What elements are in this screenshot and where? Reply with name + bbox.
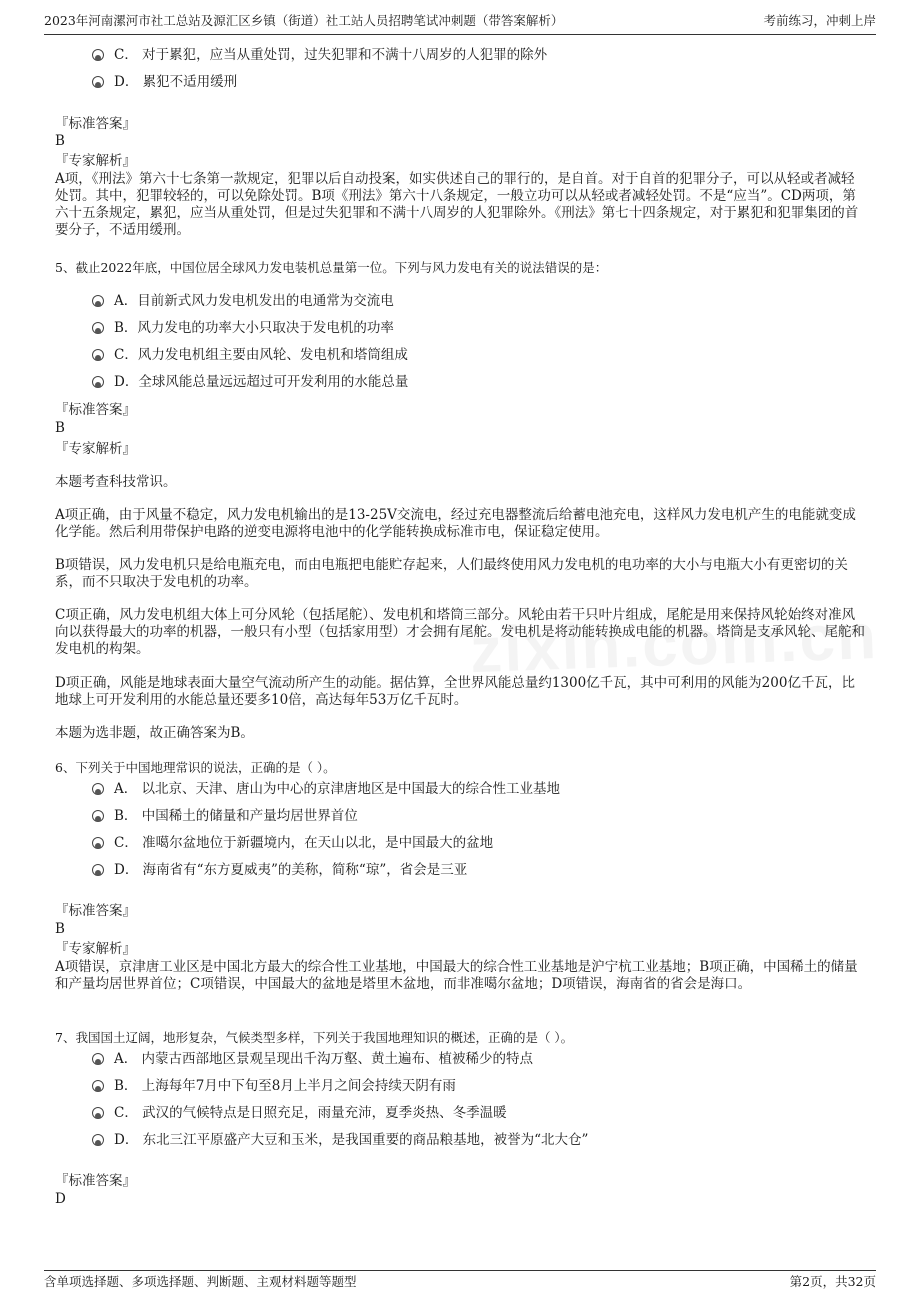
answer-value: B [55, 420, 65, 436]
option-text: D． 累犯不适用缓刑 [114, 74, 238, 90]
radio-icon[interactable] [92, 76, 104, 88]
q6-option-b[interactable] [92, 807, 358, 825]
q5-option-b[interactable] [92, 319, 394, 337]
option-text: D． 东北三江平原盛产大豆和玉米，是我国重要的商品粮基地，被誉为“北大仓” [114, 1132, 589, 1148]
q5-option-c[interactable] [92, 346, 408, 364]
option-text: D． 海南省有“东方夏威夷”的美称，简称“琼”，省会是三亚 [114, 862, 468, 878]
question-types-note: 含单项选择题、多项选择题、判断题、主观材料题等题型 [44, 1274, 357, 1289]
radio-icon[interactable] [92, 1080, 104, 1092]
analysis-paragraph: A项正确，由于风量不稳定，风力发电机输出的是13-25V交流电，经过充电器整流后给蓄电池充电，这样风力发电机产生的电能就变成化学能。然后利用带保护电路的逆变电源将电池中的化学能转换成标准市电，保证稳定使用。 [55, 507, 856, 540]
radio-icon[interactable] [92, 864, 104, 876]
analysis-paragraph: C项正确，风力发电机组大体上可分风轮（包括尾舵）、发电机和塔筒三部分。风轮由若干只叶片组成，尾舵是用来保持风轮始终对准风向以获得最大的功率的机器，一般只有小型（包括家用型）才会拥有尾舵。发电机是将动能转换成电能的机器。塔筒是支承风轮、尾舵和发电机的构架。 [55, 607, 865, 657]
option-text: B． 上海每年7月中下旬至8月上半月之间会持续天阴有雨 [114, 1078, 456, 1094]
radio-icon[interactable] [92, 49, 104, 61]
document-title: 2023年河南漯河市社工总站及源汇区乡镇（街道）社工站人员招聘笔试冲刺题（带答案解析） [44, 13, 564, 28]
q6-question: 6、下列关于中国地理常识的说法，正确的是（ ）。 [55, 760, 336, 775]
radio-icon[interactable] [92, 349, 104, 361]
option-text: B．风力发电的功率大小只取决于发电机的功率 [114, 320, 394, 336]
option-text: A．目前新式风力发电机发出的电通常为交流电 [114, 293, 394, 309]
radio-icon[interactable] [92, 1134, 104, 1146]
answer-value: D [55, 1191, 66, 1207]
q7-option-a[interactable] [92, 1050, 533, 1068]
radio-icon[interactable] [92, 810, 104, 822]
q7-option-d[interactable] [92, 1131, 588, 1149]
radio-icon[interactable] [92, 1053, 104, 1065]
option-text: C． 武汉的气候特点是日照充足，雨量充沛，夏季炎热、冬季温暖 [114, 1105, 507, 1121]
q4-option-d[interactable] [92, 73, 237, 91]
analysis-label: 『专家解析』 [55, 941, 136, 957]
option-text: A． 内蒙古西部地区景观呈现出千沟万壑、黄土遍布、植被稀少的特点 [114, 1051, 534, 1067]
analysis-label: 『专家解析』 [55, 153, 136, 169]
answer-label: 『标准答案』 [55, 402, 136, 418]
option-text: B． 中国稀土的储量和产量均居世界首位 [114, 808, 358, 824]
answer-value: B [55, 133, 65, 149]
analysis-label: 『专家解析』 [55, 441, 136, 457]
radio-icon[interactable] [92, 295, 104, 307]
radio-icon[interactable] [92, 783, 104, 795]
header-slogan: 考前练习，冲刺上岸 [763, 13, 876, 28]
radio-icon[interactable] [92, 322, 104, 334]
q7-option-b[interactable] [92, 1077, 456, 1095]
q4-option-c[interactable] [92, 46, 547, 64]
q6-option-a[interactable] [92, 780, 560, 798]
q5-option-a[interactable] [92, 292, 394, 310]
q5-option-d[interactable] [92, 373, 408, 391]
q6-option-d[interactable] [92, 861, 467, 879]
analysis-paragraph: 本题考查科技常识。 [55, 474, 177, 490]
option-text: C．风力发电机组主要由风轮、发电机和塔筒组成 [114, 347, 408, 363]
radio-icon[interactable] [92, 837, 104, 849]
option-text: C． 对于累犯，应当从重处罚，过失犯罪和不满十八周岁的人犯罪的除外 [114, 47, 548, 63]
page-number: 第2页，共32页 [789, 1274, 876, 1289]
answer-label: 『标准答案』 [55, 1173, 136, 1189]
q7-option-c[interactable] [92, 1104, 507, 1122]
radio-icon[interactable] [92, 1107, 104, 1119]
analysis-paragraph: D项正确，风能是地球表面大量空气流动所产生的动能。据估算，全世界风能总量约1300亿千瓦，其中可利用的风能为200亿千瓦，比地球上可开发利用的水能总量还要多10倍，高达每年53万亿千瓦时。 [55, 675, 855, 708]
analysis-paragraph: B项错误，风力发电机只是给电瓶充电，而由电瓶把电能贮存起来，人们最终使用风力发电机的电功率的大小与电瓶大小有更密切的关系，而不只取决于发电机的功率。 [55, 557, 848, 590]
radio-icon[interactable] [92, 376, 104, 388]
answer-label: 『标准答案』 [55, 903, 136, 919]
option-text: D．全球风能总量远远超过可开发利用的水能总量 [114, 374, 409, 390]
answer-label: 『标准答案』 [55, 116, 136, 132]
q5-question: 5、截止2022年底，中国位居全球风力发电装机总量第一位。下列与风力发电有关的说法错误的是： [55, 260, 608, 275]
q6-option-c[interactable] [92, 834, 493, 852]
option-text: A． 以北京、天津、唐山为中心的京津唐地区是中国最大的综合性工业基地 [114, 781, 561, 797]
analysis-text: A项错误，京津唐工业区是中国北方最大的综合性工业基地，中国最大的综合性工业基地是沪宁杭工业基地；B项正确，中国稀土的储量和产量均居世界首位；C项错误，中国最大的盆地是塔里木盆地，而非准噶尔盆地；D项错误，海南省的省会是海口。 [55, 959, 858, 992]
option-text: C． 准噶尔盆地位于新疆境内，在天山以北，是中国最大的盆地 [114, 835, 494, 851]
analysis-text: A项，《刑法》第六十七条第一款规定，犯罪以后自动投案，如实供述自己的罪行的，是自首。对于自首的犯罪分子，可以从轻或者减轻处罚。其中，犯罪较轻的，可以免除处罚。B项《刑法》第六十八条规定，一般立功可以从轻或者减轻处罚。不是“应当”。CD两项，第六十五条规定，累犯，应当从重处罚，但是过失犯罪和不满十八周岁的人犯罪除外。《刑法》第七十四条规定，对于累犯和犯罪集团的首要分子，不适用缓刑。 [55, 171, 859, 238]
answer-value: B [55, 921, 65, 937]
analysis-paragraph: 本题为选非题，故正确答案为B。 [55, 725, 254, 741]
q7-question: 7、我国国土辽阔，地形复杂，气候类型多样，下列关于我国地理知识的概述，正确的是（ ）。 [55, 1030, 574, 1045]
page-footer [44, 1270, 876, 1293]
page-header [44, 10, 876, 35]
